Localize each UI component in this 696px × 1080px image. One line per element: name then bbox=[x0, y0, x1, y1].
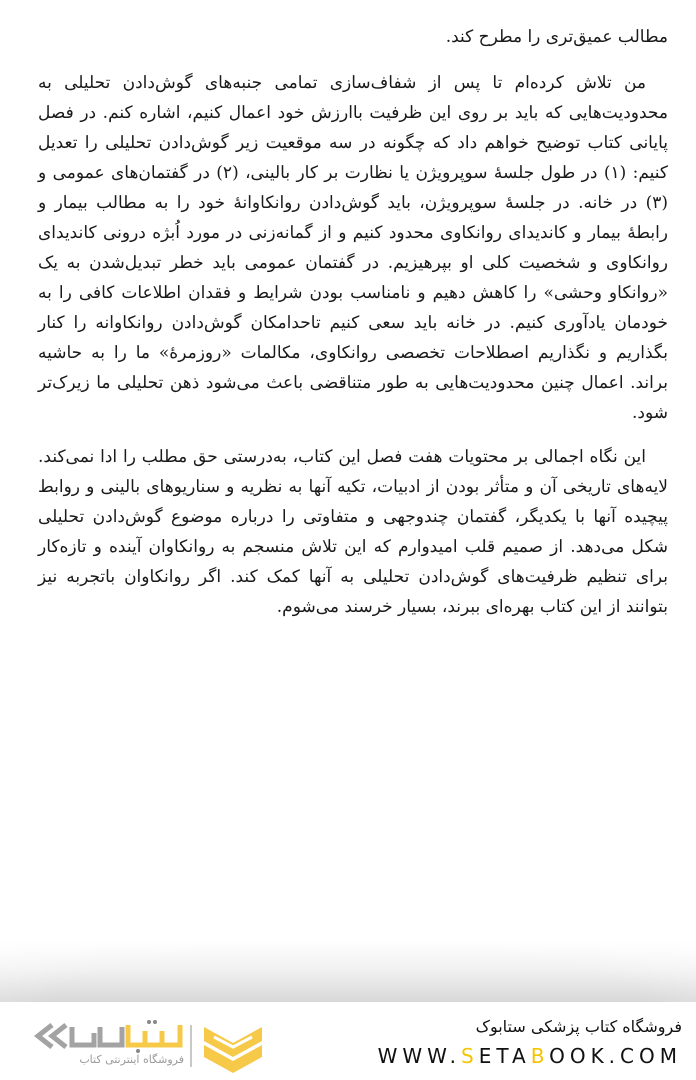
url-part-prefix: WWW. bbox=[377, 1044, 462, 1068]
setabook-logo[interactable] bbox=[30, 1015, 270, 1075]
page-shadow-edge bbox=[0, 940, 696, 1002]
logo-subtitle: فروشگاه اینترنتی کتاب bbox=[79, 1053, 184, 1066]
store-info bbox=[378, 1015, 682, 1071]
paragraph-continuation: مطالب عمیق‌تری را مطرح کند. bbox=[445, 27, 668, 47]
paragraph-overview: این نگاه اجمالی بر محتویات هفت فصل این کتاب، به‌درستی حق مطلب را ادا نمی‌کند. لایه‌های تاریخی آن و متأثر بودن از ادبیات، تکیه آنها به نظریه و سناریوهای بالینی و روابط پیچیده آنها با یکدیگر، گفتمان چندوجهی و متفاوتی را درباره موضوع گوش‌دادن تحلیلی شکل می‌دهد. از صمیم قلب امیدوارم که این تلاش منسجم به روانکاوان آینده و تازه‌کار برای تنظیم ظرفیت‌های گوش‌دادن تحلیلی به آنها کمک کند. اگر روانکاوان باتجربه نیز بتوانند از این کتاب بهره‌ای ببرند، بسیار خرسند می‌شوم. bbox=[38, 447, 668, 617]
url-accent-s: S bbox=[461, 1044, 479, 1068]
chevron-s-mark-icon bbox=[200, 1023, 266, 1075]
url-part-suffix: OOK.COM bbox=[549, 1044, 682, 1068]
url-part-eta: ETA bbox=[478, 1044, 531, 1068]
logo-divider bbox=[190, 1025, 192, 1067]
setabook-wordmark-icon bbox=[30, 1019, 185, 1053]
store-title: فروشگاه کتاب پزشکی ستابوک bbox=[475, 1017, 682, 1036]
url-accent-b: B bbox=[530, 1044, 550, 1068]
page-body-text bbox=[38, 22, 668, 636]
watermark-footer bbox=[0, 1003, 696, 1080]
paragraph-limitations: من تلاش کرده‌ام تا پس از شفاف‌سازی تمامی جنبه‌های گوش‌دادن تحلیلی به محدودیت‌هایی که باید بر روی این ظرفیت باارزش خود اعمال کنیم، اشاره کنم. در فصل پایانی کتاب توضیح خواهم داد که چگونه در سه موقعیت زیر گوش‌دادن تحلیلی را تعدیل کنیم: (۱) در طول جلسهٔ سوپرویژن یا نظارت بر کار بالینی، (۲) در گفتمان‌های عمومی و (۳) در خانه. در جلسهٔ سوپرویژن، باید گوش‌دادن روانکاوانهٔ خود را به مطالب بیمار و رابطهٔ بیمار و کاندیدای روانکاوی محدود کنیم و از گمانه‌زنی در مورد اُبژه درونی کاندیدای روانکاوی و شخصیت کلی او بپرهیزیم. در گفتمان عمومی باید خطر تبدیل‌شدن به یک «روانکاو وحشی» را کاهش دهیم و نامناسب بودن شرایط و فقدان اطلاعات کافی را به خودمان یادآوری کنیم. در خانه باید سعی کنیم تاحدامکان گوش‌دادن روانکاوانه را کنار بگذاریم و نگذاریم اصطلاحات تخصصی روانکاوی، مکالمات «روزمرهٔ» ما را به حاشیه براند. اعمال چنین محدودیت‌هایی به طور متناقضی باعث می‌شود ذهن تحلیلی ما زیرک‌تر شود. bbox=[38, 73, 668, 423]
store-url[interactable] bbox=[378, 1041, 682, 1071]
